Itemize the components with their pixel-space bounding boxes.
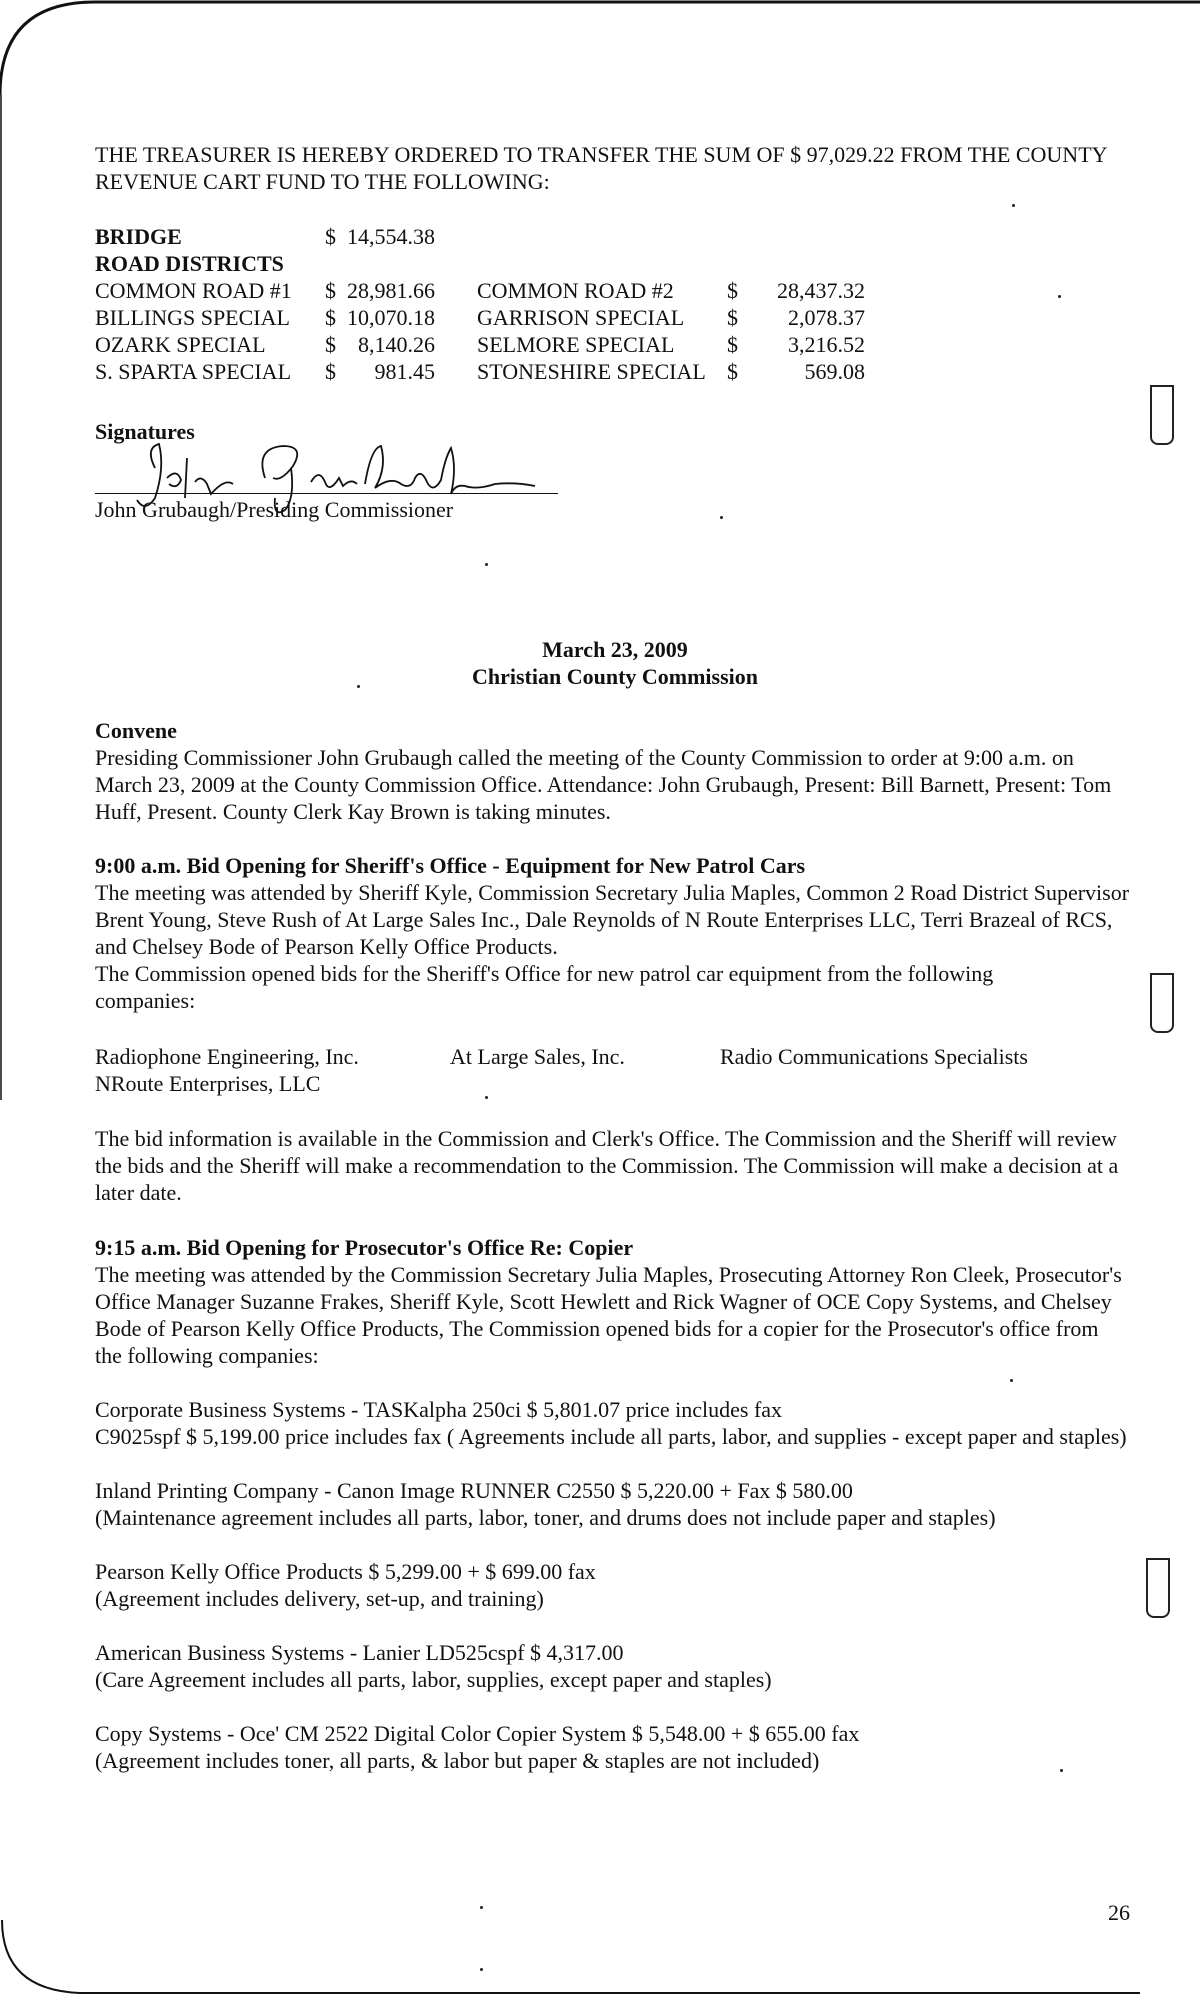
list-item <box>95 1477 1130 1531</box>
dollar-sign: $ <box>727 332 738 357</box>
fund-amount: 569.08 <box>804 359 865 384</box>
list-item <box>95 1558 1130 1612</box>
fund-amount: 28,437.32 <box>777 278 865 303</box>
sheriff-bid-heading: 9:00 a.m. Bid Opening for Sheriff's Office - Equipment for New Patrol Cars <box>95 853 806 878</box>
list-item: Radiophone Engineering, Inc. <box>95 1044 359 1069</box>
fund-amount: 28,981.66 <box>347 278 435 303</box>
bid-line: Inland Printing Company - Canon Image RUNNER C2550 $ 5,220.00 + Fax $ 580.00 <box>95 1478 853 1503</box>
bid-line: C9025spf $ 5,199.00 price includes fax ( Agreements include all parts, labor, and supplies - except paper and staples) <box>95 1424 1127 1449</box>
signature-block <box>95 418 595 522</box>
fund-amount: 2,078.37 <box>788 305 865 330</box>
signatures-heading: Signatures <box>95 419 195 444</box>
list-item <box>95 1639 1130 1693</box>
bid-line: American Business Systems - Lanier LD525cspf $ 4,317.00 <box>95 1640 624 1665</box>
scan-speck <box>1012 204 1015 207</box>
dollar-sign: $ <box>727 359 738 384</box>
fund-name: COMMON ROAD #1 <box>95 278 292 303</box>
sheriff-bid-opened: The Commission opened bids for the Sheriff's Office for new patrol car equipment from the following companies: <box>95 961 994 1013</box>
scan-speck <box>480 1968 483 1971</box>
list-item <box>95 1720 1130 1774</box>
fund-name: S. SPARTA SPECIAL <box>95 359 292 384</box>
prosecutor-bid-attendance: The meeting was attended by the Commission Secretary Julia Maples, Prosecuting Attorney Ron Cleek, Prosecutor's Office Manager Suzanne Frakes, Sheriff Kyle, Scott Hewlett and Rick Wagner of OCE Copy Systems, and Chelsey Bode of Pearson Kelly Office Products, The Commission opened bids for a copier for the Prosecutor's office from the following companies: <box>95 1262 1122 1368</box>
signature-line <box>95 493 558 494</box>
scan-speck <box>485 1096 488 1099</box>
scan-speck <box>1060 1769 1063 1772</box>
table-row <box>95 304 865 331</box>
fund-name: GARRISON SPECIAL <box>477 305 685 330</box>
scan-speck <box>1010 1379 1013 1382</box>
dollar-sign: $ <box>325 332 336 357</box>
table-row <box>95 358 865 385</box>
binder-tab-mark <box>1150 973 1174 1033</box>
bid-line: (Agreement includes delivery, set-up, and training) <box>95 1586 544 1611</box>
fund-name: OZARK SPECIAL <box>95 332 266 357</box>
scan-speck <box>357 685 360 688</box>
list-item: At Large Sales, Inc. <box>450 1044 625 1069</box>
dollar-sign: $ <box>325 278 336 303</box>
fund-amount: 10,070.18 <box>347 305 435 330</box>
fund-name: BILLINGS SPECIAL <box>95 305 290 330</box>
fund-transfer-table <box>95 223 865 385</box>
sheriff-bid-attendance: The meeting was attended by Sheriff Kyle, Commission Secretary Julia Maples, Common 2 Road District Supervisor Brent Young, Steve Rush of At Large Sales Inc., Dale Reynolds of N Route Enterprises LLC, Terri Brazeal of RCS, and Chelsey Bode of Pearson Kelly Office Products. <box>95 880 1130 959</box>
convene-heading: Convene <box>95 718 177 743</box>
scan-speck <box>480 1906 483 1909</box>
scan-speck <box>720 516 723 519</box>
fund-name: BRIDGE <box>95 224 182 249</box>
dollar-sign: $ <box>325 224 336 249</box>
table-row <box>95 277 865 304</box>
scan-speck <box>485 563 488 566</box>
fund-row-bridge <box>95 223 865 250</box>
meeting-body-title: Christian County Commission <box>471 664 759 689</box>
dollar-sign: $ <box>727 305 738 330</box>
prosecutor-bid-heading: 9:15 a.m. Bid Opening for Prosecutor's Office Re: Copier <box>95 1235 634 1260</box>
bid-line: (Agreement includes toner, all parts, & labor but paper & staples are not included) <box>95 1748 820 1773</box>
sheriff-bid-closing: The bid information is available in the Commission and Clerk's Office. The Commission and the Sheriff will review the bids and the Sheriff will make a recommendation to the Commission. The Commission will make a decision at a later date. <box>95 1126 1119 1205</box>
transfer-order-text: THE TREASURER IS HEREBY ORDERED TO TRANSFER THE SUM OF $ 97,029.22 FROM THE COUNTY REVENUE CART FUND TO THE FOLLOWING: <box>95 142 1107 194</box>
list-item <box>95 1396 1130 1450</box>
dollar-sign: $ <box>325 359 336 384</box>
meeting-date: March 23, 2009 <box>542 637 688 662</box>
list-item: NRoute Enterprises, LLC <box>95 1071 321 1096</box>
fund-amount: 981.45 <box>374 359 435 384</box>
convene-text: Presiding Commissioner John Grubaugh called the meeting of the County Commission to order at 9:00 a.m. on March 23, 2009 at the County Commission Office. Attendance: John Grubaugh, Present: Bill Barnett, Present: Tom Huff, Present. County Clerk Kay Brown is taking minutes. <box>95 745 1112 824</box>
fund-name: COMMON ROAD #2 <box>477 278 674 303</box>
scan-speck <box>1058 295 1061 298</box>
bid-line: (Care Agreement includes all parts, labor, supplies, except paper and staples) <box>95 1667 772 1692</box>
fund-amount: 3,216.52 <box>788 332 865 357</box>
signature-caption: John Grubaugh/Presiding Commissioner <box>95 497 454 522</box>
table-row <box>95 331 865 358</box>
bid-line: Copy Systems - Oce' CM 2522 Digital Color Copier System $ 5,548.00 + $ 655.00 fax <box>95 1721 860 1746</box>
fund-row-road-districts-label <box>95 250 865 277</box>
bid-line: (Maintenance agreement includes all parts, labor, toner, and drums does not include paper and staples) <box>95 1505 996 1530</box>
binder-tab-mark <box>1146 1558 1170 1618</box>
fund-amount: 8,140.26 <box>358 332 435 357</box>
list-item: Radio Communications Specialists <box>720 1044 1028 1069</box>
binder-tab-mark <box>1150 385 1174 445</box>
dollar-sign: $ <box>727 278 738 303</box>
page-number: 26 <box>1108 1900 1130 1925</box>
bid-line: Pearson Kelly Office Products $ 5,299.00 + $ 699.00 fax <box>95 1559 596 1584</box>
fund-name: STONESHIRE SPECIAL <box>477 359 706 384</box>
fund-name: SELMORE SPECIAL <box>477 332 675 357</box>
dollar-sign: $ <box>325 305 336 330</box>
bid-line: Corporate Business Systems - TASKalpha 250ci $ 5,801.07 price includes fax <box>95 1397 783 1422</box>
road-districts-heading: ROAD DISTRICTS <box>95 251 284 276</box>
copier-bid-list <box>95 1396 1130 1774</box>
fund-amount: 14,554.38 <box>347 224 435 249</box>
